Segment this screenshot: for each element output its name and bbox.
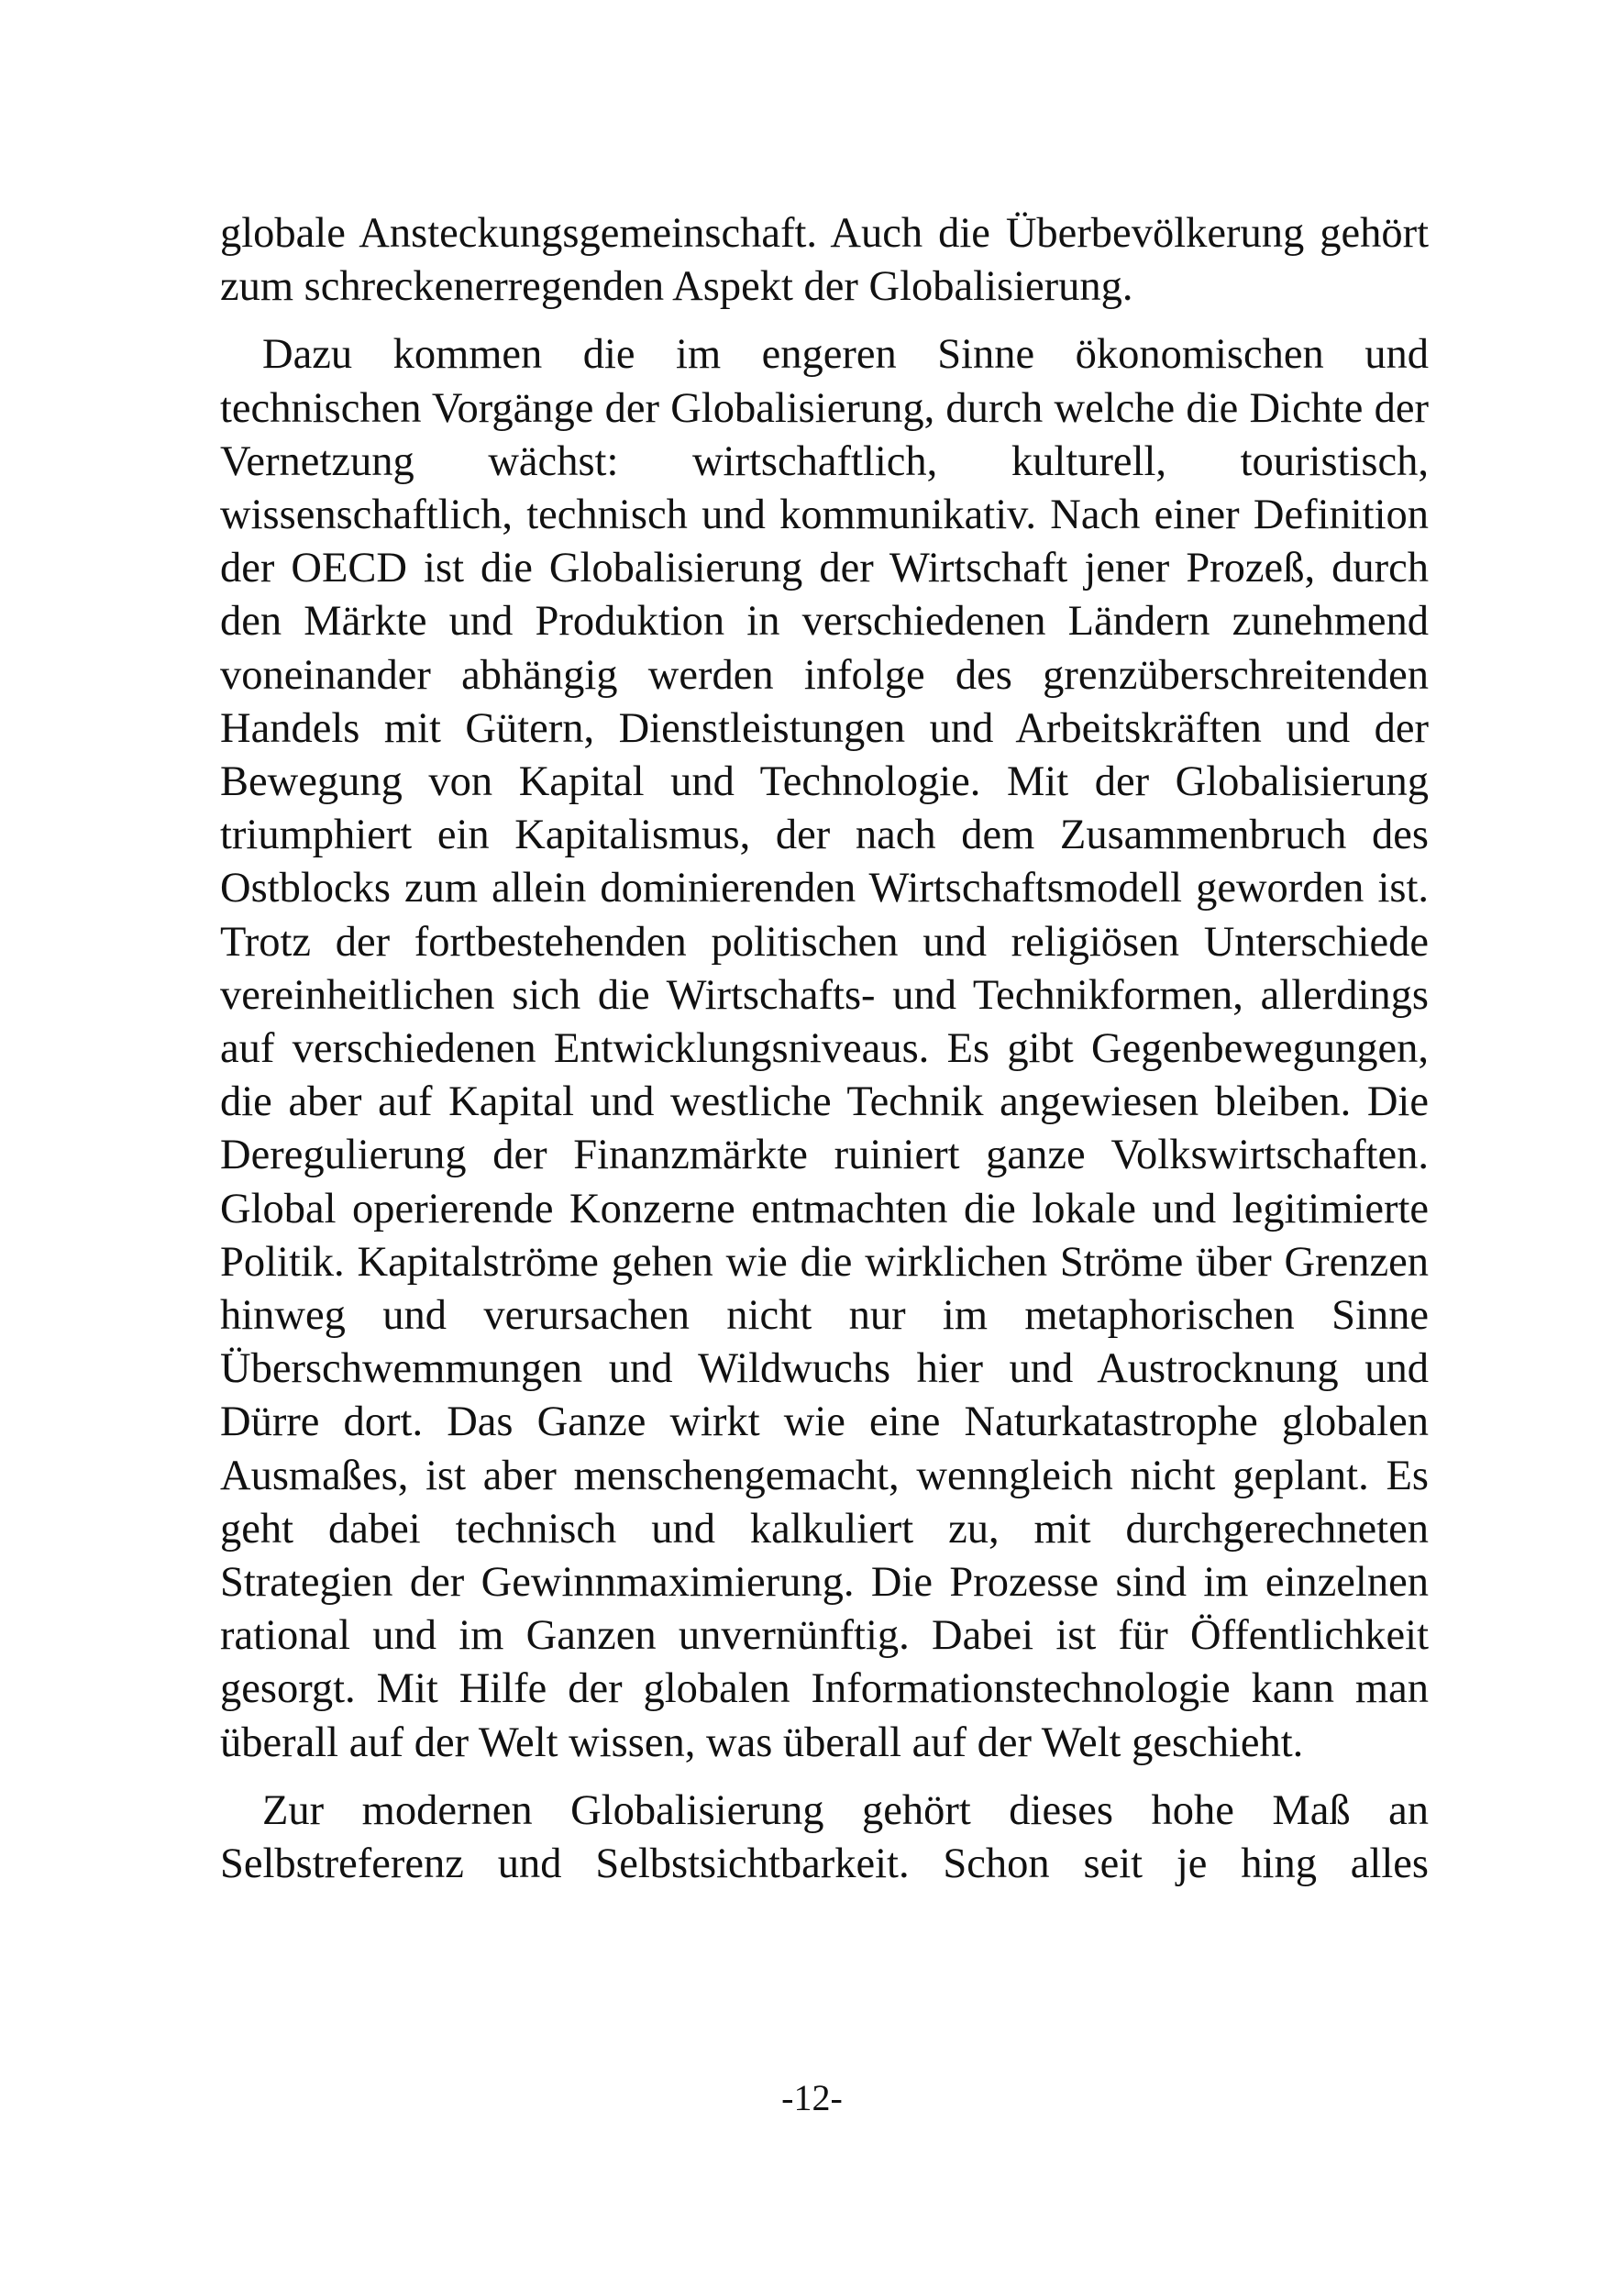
paragraph-3: Zur modernen Globalisierung gehört dieses hohe Maß an Selbstreferenz und Selbstsichtbarkeit. Schon seit je hing alles (220, 1786, 1429, 1888)
paragraph-2: Dazu kommen die im engeren Sinne ökonomischen und technischen Vorgänge der Globalisierung, durch welche die Dichte der Vernetzung wächst: wirtschaftlich, kulturell, touristisch, wissenschaftlich, technisch und kommunikativ. Nach einer Definition der OECD ist die Globalisierung der Wirtschaft jener Prozeß, durch den Märkte und Produktion in verschiedenen Ländern zunehmend voneinander abhängig werden infolge des grenzüberschreitenden Handels mit Gütern, Dienstleistungen und Arbeitskräften und der Bewegung von Kapital und Technologie. Mit der Globalisierung triumphiert ein Kapitalismus, der nach dem Zusammenbruch des Ostblocks zum allein dominierenden Wirtschaftsmodell geworden ist. Trotz der fortbestehenden politischen und religiösen Unterschiede vereinheitlichen sich die Wirtschafts- und Technikformen, allerdings auf verschiedenen Entwicklungsniveaus. Es gibt Gegenbewegungen, die aber auf Kapital und westliche Technik angewiesen bleiben. Die Deregulierung der Finanzmärkte ruiniert ganze Volkswirtschaften. Global operierende Konzerne entmachten die lokale und legitimierte Politik. Kapitalströme gehen wie die wirklichen Ströme über Grenzen hinweg und verursachen nicht nur im metaphorischen Sinne Überschwemmungen und Wildwuchs hier und Austrocknung und Dürre dort. Das Ganze wirkt wie eine Naturkatastrophe globalen Ausmaßes, ist aber menschengemacht, wenngleich nicht geplant. Es geht dabei technisch und kalkuliert zu, mit durchgerechneten Strategien der Gewinnmaximierung. Die Prozesse sind im einzelnen rational und im Ganzen unvernünftig. Dabei ist für Öffentlichkeit gesorgt. Mit Hilfe der globalen Informationstechnologie kann man überall auf der Welt wissen, was überall auf der Welt geschieht. (220, 331, 1429, 1766)
paragraph-1: globale Ansteckungsgemeinschaft. Auch die Überbevölkerung gehört zum schreckenerregenden Aspekt der Globalisierung. (220, 210, 1429, 311)
body-text (220, 207, 1429, 1891)
page-number: -12- (781, 2077, 843, 2118)
